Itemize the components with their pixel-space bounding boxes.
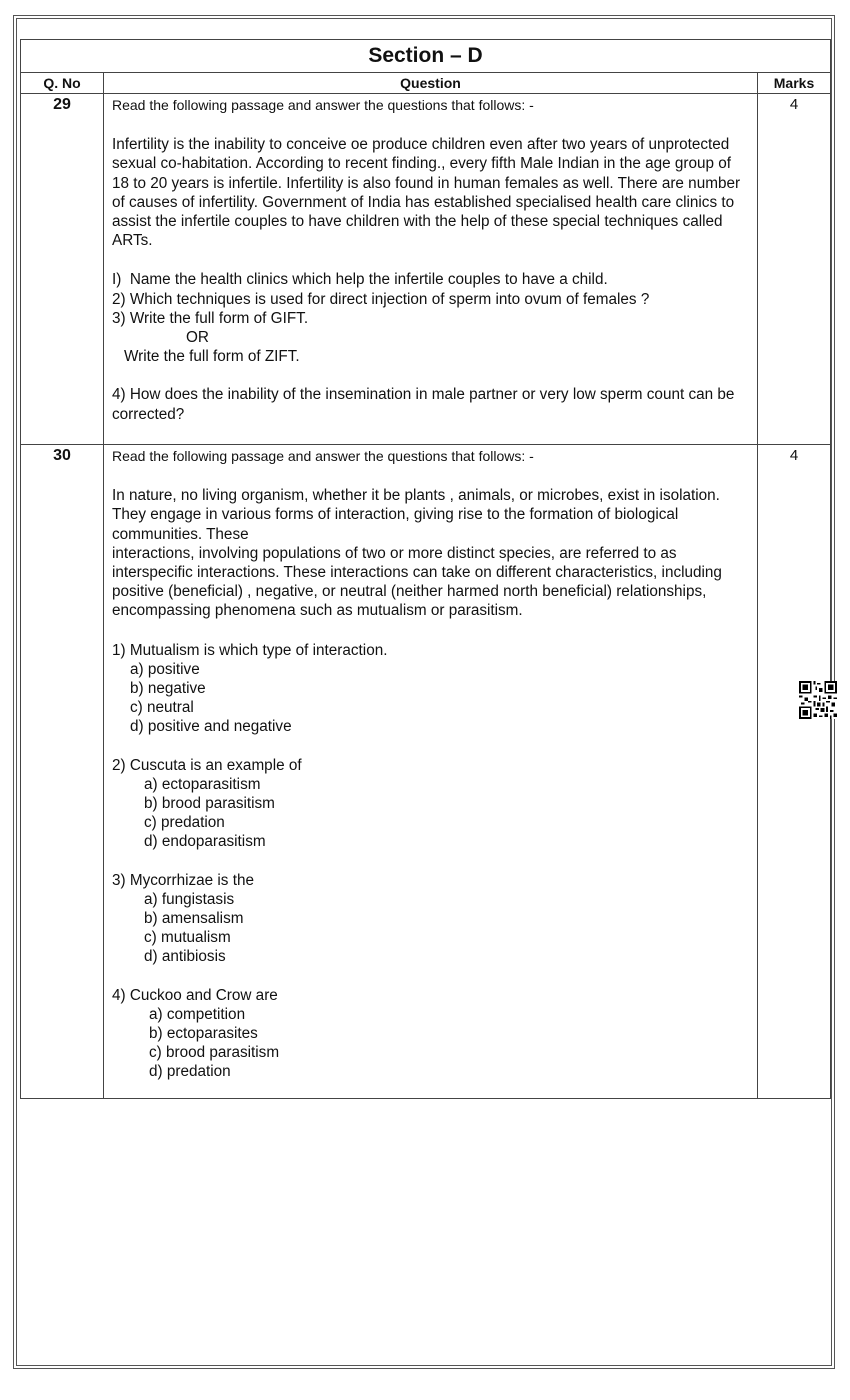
- passage-text: Infertility is the inability to conceive oe produce children even after two years of unprotected sexual co-habitation. According to recent finding., every fifth Male Indian in the age group of 18 to 20 years is infertile. Infertility is also found in human females as well. There are number of causes of infertility. Government of India has established specialised health care clinics to assist the infertile couples to have children with the help of these special techniques called ARTs.: [112, 136, 741, 250]
- qr-code-icon: [799, 681, 837, 719]
- subquestion-text: 4) How does the inability of the insemination in male partner or very low sperm count can be corrected?: [112, 386, 735, 423]
- option-text: c) neutral: [130, 699, 194, 717]
- table-header-row: [21, 73, 831, 94]
- option-text: b) amensalism: [144, 910, 244, 928]
- question-body-30: [104, 445, 758, 1099]
- option-text: d) predation: [149, 1063, 231, 1081]
- question-number-30: 30: [21, 445, 104, 1099]
- option-text: c) brood parasitism: [149, 1044, 280, 1062]
- option-text: a) competition: [149, 1005, 246, 1023]
- question-intro: Read the following passage and answer the questions that follows: -: [112, 448, 534, 464]
- marks-30: 4: [758, 445, 831, 1099]
- header-marks: Marks: [758, 73, 831, 94]
- subquestion-text: 2) Which techniques is used for direct injection of sperm into ovum of females ?: [112, 290, 650, 308]
- table-row: [21, 94, 831, 445]
- option-text: c) mutualism: [144, 929, 231, 947]
- subquestion-text: 3) Write the full form of GIFT.: [112, 309, 309, 327]
- option-text: d) positive and negative: [130, 718, 292, 736]
- question-table: [20, 39, 831, 1099]
- subquestion-text: Write the full form of ZIFT.: [124, 348, 300, 366]
- header-question: Question: [104, 73, 758, 94]
- option-text: a) fungistasis: [144, 890, 235, 908]
- option-text: b) negative: [130, 680, 206, 698]
- table-row: [21, 445, 831, 1099]
- option-text: d) antibiosis: [144, 948, 226, 966]
- subquestion-text: 3) Mycorrhizae is the: [112, 871, 254, 889]
- question-intro: Read the following passage and answer the questions that follows: -: [112, 97, 534, 113]
- option-text: d) endoparasitism: [144, 833, 266, 851]
- question-number-29: 29: [21, 94, 104, 445]
- option-text: b) brood parasitism: [144, 795, 275, 813]
- subquestion-text: 4) Cuckoo and Crow are: [112, 986, 278, 1004]
- option-text: c) predation: [144, 814, 225, 832]
- marks-29: 4: [758, 94, 831, 445]
- passage-text: interactions, involving populations of two or more distinct species, are referred to as interspecific interactions. These interactions can take on different characteristics, including positive (beneficial) , negative, or neutral (neither harmed north beneficial) relationships, encompassing phenomena such as mutualism or parasitism.: [112, 544, 722, 620]
- header-qno: Q. No: [21, 73, 104, 94]
- option-text: b) ectoparasites: [149, 1025, 258, 1043]
- subquestion-text: I) Name the health clinics which help the infertile couples to have a child.: [112, 271, 608, 289]
- subquestion-text: 1) Mutualism is which type of interaction.: [112, 641, 388, 659]
- or-text: OR: [186, 329, 209, 347]
- passage-text: In nature, no living organism, whether it be plants , animals, or microbes, exist in isolation. They engage in various forms of interaction, giving rise to the formation of biological communities. These: [112, 487, 720, 543]
- question-body-29: [104, 94, 758, 445]
- option-text: a) positive: [130, 660, 200, 678]
- option-text: a) ectoparasitism: [144, 775, 261, 793]
- section-title: Section – D: [21, 40, 831, 73]
- subquestion-text: 2) Cuscuta is an example of: [112, 756, 302, 774]
